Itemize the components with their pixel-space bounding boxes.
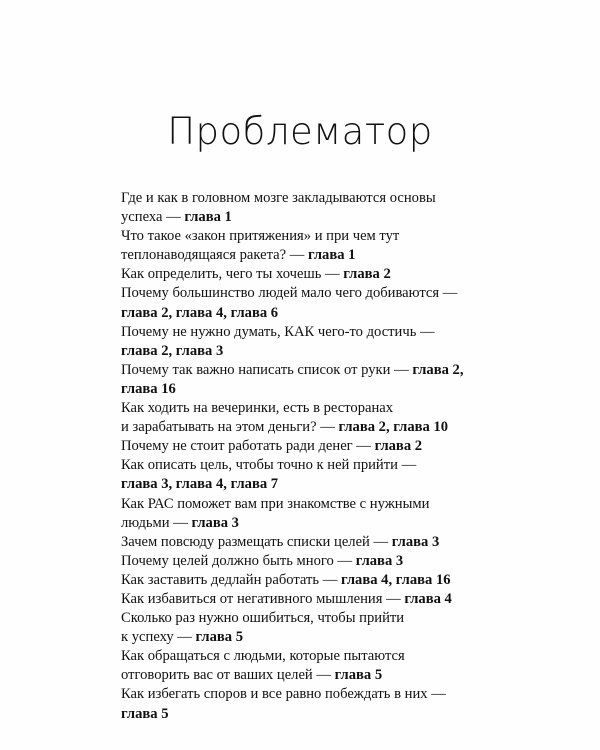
list-line: глава 2, глава 3 xyxy=(121,342,224,359)
list-line: Как избегать споров и все равно побеждать в них — xyxy=(121,686,446,703)
list-line: Зачем повсюду размещать списки целей — глава 3 xyxy=(121,533,440,550)
list-line: и зарабатывать на этом деньги? — глава 2, глава 10 xyxy=(121,419,449,436)
list-line: отговорить вас от ваших целей — глава 5 xyxy=(121,667,383,684)
list-line: Как ходить на вечеринки, есть в ресторанах xyxy=(121,400,394,417)
list-line: успеха — глава 1 xyxy=(121,209,232,226)
list-line: глава 16 xyxy=(121,380,176,397)
list-line: Как заставить дедлайн работать — глава 4, глава 16 xyxy=(121,571,451,588)
list-line: глава 2, глава 4, глава 6 xyxy=(121,304,279,321)
list-line: глава 5 xyxy=(121,705,169,722)
list-line: Как РАС поможет вам при знакомстве с нужными xyxy=(121,495,430,512)
list-line: Где и как в головном мозге закладываются основы xyxy=(121,190,436,206)
list-line: Как обращаться с людьми, которые пытаются xyxy=(121,648,405,665)
list-line: Почему так важно написать список от руки — глава 2, xyxy=(121,361,464,378)
list-line: людьми — глава 3 xyxy=(121,514,239,531)
list-line: Сколько раз нужно ошибиться, чтобы прийти xyxy=(121,610,405,627)
list-line: Что такое «закон притяжения» и при чем тут xyxy=(121,228,400,245)
list-line: теплонаводящаяся ракета? — глава 1 xyxy=(121,247,356,264)
question-list xyxy=(121,189,481,724)
list-line: Почему большинство людей мало чего добиваются — xyxy=(121,285,458,302)
list-line: Почему не нужно думать, КАК чего-то достичь — xyxy=(121,323,435,340)
list-line: Как описать цель, чтобы точно к ней прийти — xyxy=(121,457,417,474)
list-line: Как избавиться от негативного мышления — глава 4 xyxy=(121,590,452,607)
list-line: к успеху — глава 5 xyxy=(121,629,244,646)
list-line: глава 3, глава 4, глава 7 xyxy=(121,476,279,493)
list-line: Почему не стоит работать ради денег — глава 2 xyxy=(121,438,423,455)
list-line: Как определить, чего ты хочешь — глава 2 xyxy=(121,266,391,283)
page-title: Проблематор xyxy=(167,110,433,153)
list-line: Почему целей должно быть много — глава 3 xyxy=(121,552,404,569)
